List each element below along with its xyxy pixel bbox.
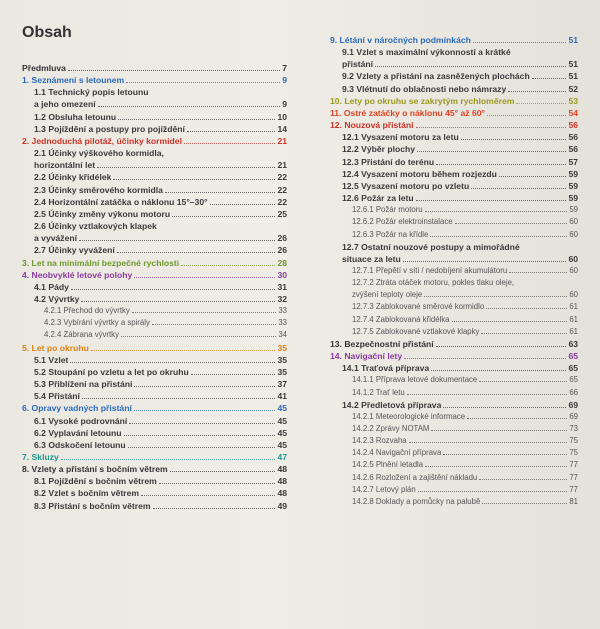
toc-entry-page: 81 — [569, 496, 578, 506]
toc-leader-dots — [81, 301, 275, 302]
toc-entry — [22, 317, 287, 329]
toc-entry — [330, 143, 578, 155]
toc-leader-dots — [91, 350, 276, 351]
toc-leader-dots — [481, 333, 567, 334]
toc-entry — [330, 204, 578, 216]
toc-entry-title: 14.2.2 Zprávy NOTAM — [352, 424, 430, 433]
toc-entry — [330, 301, 578, 313]
toc-entry-page: 37 — [277, 379, 287, 390]
toc-entry-title: 2.4 Horizontální zatáčka o náklonu 15°–30° — [34, 196, 208, 207]
toc-leader-dots — [443, 454, 567, 455]
toc-entry — [22, 232, 287, 244]
toc-entry — [330, 253, 578, 265]
toc-entry — [22, 451, 287, 463]
toc-entry — [22, 500, 287, 512]
toc-entry-page: 10 — [277, 111, 287, 122]
toc-entry-page: 14 — [277, 123, 287, 134]
toc-leader-dots — [516, 103, 566, 104]
toc-entry-page: 22 — [277, 172, 287, 183]
toc-entry — [330, 34, 578, 46]
toc-leader-dots — [71, 289, 276, 290]
toc-entry — [330, 58, 578, 70]
toc-entry-page: 59 — [569, 205, 578, 215]
toc-entry-title: 12.6.2 Požár elektroinstalace — [352, 217, 453, 227]
toc-entry-title: 12.7.3 Zablokované směrové kormidlo — [352, 302, 485, 312]
toc-entry-title: 4.2.1 Přechod do vývrtky — [44, 306, 130, 316]
toc-leader-dots — [424, 296, 567, 297]
toc-entry-title: 14.2.6 Rozložení a zajištění nákladu — [352, 472, 478, 482]
toc-entry — [22, 147, 287, 159]
toc-entry — [22, 257, 287, 269]
toc-leader-dots — [118, 119, 275, 120]
toc-entry-page: 65 — [569, 375, 578, 385]
toc-entry-page: 21 — [277, 135, 287, 146]
toc-leader-dots — [134, 410, 276, 411]
toc-entry-title: 9. Létání v náročných podmínkách — [330, 35, 471, 45]
toc-entry-title: 5. Let po okruhu — [22, 342, 89, 353]
toc-entry — [22, 184, 287, 196]
toc-entry-page: 9 — [282, 75, 287, 86]
toc-entry-page: 26 — [277, 233, 287, 244]
toc-entry — [330, 277, 578, 289]
toc-leader-dots — [159, 483, 276, 484]
toc-entry-title: 14.1.1 Příprava letové dokumentace — [352, 375, 478, 385]
toc-entry — [330, 411, 578, 423]
toc-leader-dots — [443, 407, 566, 408]
toc-entry-title: 12. Nouzová přistání — [330, 120, 414, 131]
toc-entry-title: Předmluva — [22, 63, 66, 73]
toc-entry-title: 8.2 Vzlet s bočním větrem — [34, 488, 140, 499]
toc-entry — [330, 131, 578, 143]
toc-entry — [22, 208, 287, 220]
toc-entry — [330, 229, 578, 241]
toc-entry-title: 4.2 Vývrtky — [34, 293, 80, 304]
toc-entry-page: 41 — [277, 391, 287, 402]
toc-entry — [22, 427, 287, 439]
toc-entry — [22, 487, 287, 499]
toc-entry-page: 60 — [569, 290, 578, 300]
toc-entry — [22, 220, 287, 232]
toc-entry-page: 69 — [568, 399, 578, 410]
toc-leader-dots — [165, 192, 275, 193]
toc-leader-dots — [471, 188, 566, 189]
toc-entry — [330, 216, 578, 228]
toc-leader-dots — [124, 435, 276, 436]
toc-entry-title: 12.7.2 Ztráta otáček motoru, pokles tlaku oleje, — [352, 278, 515, 288]
toc-entry-page: 75 — [569, 448, 578, 458]
toc-leader-dots — [455, 223, 568, 224]
toc-entry-page: 35 — [277, 342, 287, 353]
toc-entry — [22, 463, 287, 475]
toc-leader-dots — [134, 386, 275, 387]
toc-entry-page: 69 — [569, 411, 578, 421]
toc-entry-title: 8.3 Přistání s bočním větrem — [34, 500, 151, 511]
toc-entry — [22, 111, 287, 123]
toc-entry — [330, 387, 578, 399]
toc-entry-title: 12.6 Požár za letu — [342, 193, 414, 204]
toc-entry — [330, 484, 578, 496]
toc-leader-dots — [425, 466, 567, 467]
toc-entry — [22, 366, 287, 378]
toc-entry-page: 28 — [277, 257, 287, 268]
toc-entry — [330, 435, 578, 447]
toc-entry-page: 30 — [277, 269, 287, 280]
toc-entry-page: 7 — [282, 63, 287, 73]
toc-entry — [22, 171, 287, 183]
toc-leader-dots — [61, 459, 276, 460]
toc-leader-dots — [126, 82, 280, 83]
toc-entry-title: zvýšení teploty oleje — [352, 290, 423, 300]
toc-entry-title: 12.4 Vysazení motoru během rozjezdu — [342, 168, 497, 179]
toc-leader-dots — [121, 336, 276, 337]
toc-entry-title: 12.6.3 Požár na křídle — [352, 229, 429, 239]
toc-entry-page: 45 — [277, 403, 287, 414]
toc-entry — [22, 402, 287, 414]
toc-entry-title: 12.5 Vysazení motoru po vzletu — [342, 180, 470, 191]
toc-leader-dots — [184, 143, 275, 144]
toc-entry-page: 22 — [277, 196, 287, 207]
toc-entry — [22, 74, 287, 86]
toc-leader-dots — [97, 167, 275, 168]
toc-entry — [330, 314, 578, 326]
toc-entry-page: 60 — [569, 217, 578, 227]
toc-entry — [330, 192, 578, 204]
toc-entry-title: 4. Neobvyklé letové polohy — [22, 269, 133, 280]
toc-entry-title: 9.3 Vlétnutí do oblačnosti nebo námrazy — [342, 83, 507, 94]
toc-leader-dots — [82, 398, 276, 399]
toc-entry — [330, 119, 578, 131]
toc-entry — [330, 168, 578, 180]
toc-entry-page: 35 — [277, 354, 287, 365]
toc-entry-title: 2.6 Účinky vztlakových klapek — [34, 221, 157, 232]
toc-entry-title: 5.2 Stoupání po vzletu a let po okruhu — [34, 366, 189, 377]
toc-leader-dots — [152, 324, 276, 325]
toc-entry-page: 48 — [277, 464, 287, 475]
toc-entry — [22, 390, 287, 402]
toc-entry-title: 12.3 Přistání do terénu — [342, 156, 435, 167]
toc-entry-title: 14.1 Traťová příprava — [342, 363, 430, 374]
toc-entry — [330, 472, 578, 484]
toc-entry-title: 1.1 Technický popis letounu — [34, 87, 149, 98]
toc-leader-dots — [487, 115, 566, 116]
toc-leader-dots — [409, 442, 568, 443]
toc-entry-title: 14. Navigační lety — [330, 351, 403, 362]
toc-leader-dots — [479, 479, 567, 480]
toc-entry-page: 47 — [277, 452, 287, 462]
toc-entry-page: 48 — [277, 476, 287, 487]
toc-leader-dots — [404, 358, 566, 359]
toc-entry-page: 45 — [277, 427, 287, 438]
toc-leader-dots — [187, 131, 276, 132]
toc-entry-title: 1. Seznámení s letounem — [22, 75, 125, 86]
toc-leader-dots — [431, 370, 566, 371]
toc-entry — [22, 329, 287, 341]
toc-entry-title: 4.2.4 Zábrana vývrtky — [44, 330, 119, 340]
toc-entry — [330, 350, 578, 362]
toc-entry — [22, 159, 287, 171]
toc-entry-page: 48 — [277, 488, 287, 499]
toc-left-column — [22, 62, 287, 512]
toc-entry-page: 56 — [568, 144, 578, 155]
toc-entry — [22, 135, 287, 147]
toc-entry-page: 31 — [277, 281, 287, 292]
toc-entry-page: 25 — [277, 208, 287, 219]
toc-entry — [330, 46, 578, 58]
toc-leader-dots — [407, 394, 568, 395]
toc-entry-page: 9 — [282, 99, 287, 110]
toc-entry-title: 3. Let na minimální bezpečné rychlosti — [22, 257, 180, 268]
toc-leader-dots — [418, 491, 568, 492]
toc-entry-page: 22 — [277, 184, 287, 195]
toc-entry-page: 45 — [277, 415, 287, 426]
toc-leader-dots — [68, 70, 280, 71]
toc-entry-page: 60 — [569, 229, 578, 239]
toc-entry-title: 7. Skluzy — [22, 452, 59, 462]
toc-entry-page: 77 — [569, 460, 578, 470]
toc-entry — [22, 269, 287, 281]
toc-entry-page: 65 — [568, 363, 578, 374]
toc-entry-page: 60 — [568, 253, 578, 264]
toc-entry — [22, 293, 287, 305]
toc-leader-dots — [172, 216, 275, 217]
toc-entry-title: 9.1 Vzlet s maximální výkonností a krátké — [342, 47, 511, 58]
toc-entry-title: 9.2 Vzlety a přistání na zasněžených plochách — [342, 71, 530, 82]
toc-leader-dots — [416, 127, 567, 128]
toc-leader-dots — [508, 91, 566, 92]
toc-entry-title: 12.7 Ostatní nouzové postupy a mimořádné — [342, 241, 520, 252]
toc-entry-page: 61 — [569, 302, 578, 312]
toc-entry-title: 6.1 Vysoké podrovnání — [34, 415, 128, 426]
toc-entry — [330, 241, 578, 253]
toc-entry — [330, 362, 578, 374]
toc-entry-title: situace za letu — [342, 253, 401, 264]
toc-leader-dots — [436, 346, 567, 347]
toc-entry — [330, 423, 578, 435]
toc-leader-dots — [416, 200, 567, 201]
toc-entry-page: 63 — [568, 338, 578, 349]
toc-leader-dots — [181, 265, 275, 266]
toc-entry — [22, 439, 287, 451]
toc-leader-dots — [509, 272, 567, 273]
toc-entry — [330, 326, 578, 338]
toc-entry-page: 51 — [568, 71, 578, 82]
toc-entry-page: 61 — [569, 326, 578, 336]
toc-entry — [330, 83, 578, 95]
toc-entry-page: 73 — [569, 424, 578, 433]
toc-entry-title: horizontální let — [34, 160, 96, 171]
toc-entry-page: 65 — [568, 351, 578, 362]
toc-entry-title: 6.3 Odskočení letounu — [34, 439, 126, 450]
toc-entry-page: 51 — [568, 35, 578, 45]
toc-leader-dots — [461, 139, 567, 140]
toc-entry — [330, 156, 578, 168]
toc-entry-page: 56 — [568, 120, 578, 131]
toc-entry-page: 35 — [277, 366, 287, 377]
toc-entry-title: 2.3 Účinky směrového kormidla — [34, 184, 163, 195]
toc-entry — [330, 95, 578, 107]
toc-entry-title: 14.2.5 Plnění letadla — [352, 460, 424, 470]
toc-entry — [330, 399, 578, 411]
toc-entry-page: 56 — [568, 132, 578, 143]
toc-leader-dots — [98, 106, 281, 107]
toc-entry-page: 52 — [568, 83, 578, 94]
toc-entry — [22, 305, 287, 317]
toc-entry-title: 13. Bezpečnostní přistání — [330, 338, 434, 349]
toc-entry-title: a jeho omezení — [34, 99, 96, 110]
toc-entry — [22, 86, 287, 98]
toc-entry-title: 12.7.5 Zablokované vztlakové klapky — [352, 326, 480, 336]
toc-leader-dots — [153, 508, 276, 509]
toc-entry-page: 33 — [278, 318, 287, 328]
toc-leader-dots — [431, 430, 567, 431]
toc-entry-title: 5.3 Přiblížení na přistání — [34, 379, 133, 390]
toc-entry-title: 2. Jednoduchá pilotáž, účinky kormidel — [22, 135, 182, 146]
toc-leader-dots — [425, 211, 568, 212]
toc-entry — [22, 342, 287, 354]
toc-entry-title: 2.7 Účinky vyvážení — [34, 245, 115, 256]
toc-entry-page: 57 — [568, 156, 578, 167]
toc-entry-page: 21 — [277, 160, 287, 171]
toc-entry-page: 51 — [568, 59, 578, 70]
toc-entry-title: 12.2 Výběr plochy — [342, 144, 416, 155]
toc-entry — [330, 338, 578, 350]
toc-entry-page: 49 — [277, 500, 287, 511]
toc-entry-title: 2.2 Účinky křidélek — [34, 172, 112, 183]
toc-leader-dots — [113, 179, 275, 180]
toc-leader-dots — [430, 236, 567, 237]
page-title: Obsah — [22, 24, 72, 41]
toc-leader-dots — [486, 308, 567, 309]
toc-entry — [330, 107, 578, 119]
toc-entry-title: přistání — [342, 59, 374, 70]
toc-right-column — [330, 34, 578, 508]
toc-leader-dots — [129, 423, 275, 424]
toc-entry-page: 59 — [568, 193, 578, 204]
toc-leader-dots — [479, 381, 567, 382]
toc-entry-page: 60 — [569, 265, 578, 275]
toc-entry-title: 14.1.2 Trať letu — [352, 387, 405, 397]
toc-entry-title: a vyvážení — [34, 233, 77, 244]
toc-entry-page: 59 — [568, 180, 578, 191]
toc-entry — [330, 459, 578, 471]
toc-entry-title: 2.1 Účinky výškového kormidla, — [34, 148, 164, 159]
toc-entry-title: 12.6.1 Požár motoru — [352, 205, 423, 215]
toc-entry-page: 32 — [277, 293, 287, 304]
toc-entry-title: 14.2.3 Rozvaha — [352, 436, 407, 446]
toc-leader-dots — [132, 312, 277, 313]
toc-entry-title: 12.7.1 Přepětí v síti / nedobíjení akumulátoru — [352, 265, 508, 275]
toc-entry — [330, 265, 578, 277]
toc-entry — [22, 475, 287, 487]
toc-entry-page: 77 — [569, 484, 578, 494]
toc-entry-title: 10. Lety po okruhu se zakrytým rychloměrem — [330, 95, 515, 106]
toc-entry — [22, 354, 287, 366]
toc-entry-page: 54 — [568, 107, 578, 118]
toc-leader-dots — [191, 374, 276, 375]
toc-leader-dots — [452, 321, 568, 322]
toc-leader-dots — [467, 418, 567, 419]
toc-leader-dots — [417, 151, 566, 152]
toc-entry-page: 59 — [568, 168, 578, 179]
toc-leader-dots — [403, 261, 567, 262]
toc-leader-dots — [210, 204, 276, 205]
toc-leader-dots — [499, 176, 567, 177]
toc-entry-title: 1.2 Obsluha letounu — [34, 111, 117, 122]
toc-entry — [22, 244, 287, 256]
toc-entry-page: 61 — [569, 314, 578, 324]
toc-entry — [22, 62, 287, 74]
toc-entry-title: 1.3 Pojíždění a postupy pro pojíždění — [34, 123, 185, 134]
toc-entry-title: 12.7.4 Zablokovaná křidélka — [352, 314, 450, 324]
toc-entry-title: 4.2.3 Vybírání vývrtky a spirály — [44, 318, 150, 328]
toc-leader-dots — [170, 471, 276, 472]
toc-entry-title: 6.2 Vyplavání letounu — [34, 427, 122, 438]
toc-leader-dots — [70, 362, 275, 363]
toc-entry — [330, 289, 578, 301]
toc-leader-dots — [79, 240, 275, 241]
toc-leader-dots — [141, 495, 275, 496]
toc-entry-page: 33 — [278, 306, 287, 316]
toc-entry — [330, 180, 578, 192]
toc-entry-page: 66 — [569, 387, 578, 397]
toc-leader-dots — [117, 252, 276, 253]
toc-leader-dots — [436, 164, 566, 165]
toc-entry-title: 14.2.4 Navigační příprava — [352, 448, 442, 458]
toc-entry — [330, 374, 578, 386]
toc-entry-title: 14.2.7 Letový plán — [352, 484, 416, 494]
toc-entry-title: 5.4 Přistání — [34, 391, 80, 402]
toc-entry-title: 5.1 Vzlet — [34, 354, 69, 365]
toc-entry-title: 14.2.8 Doklady a pomůcky na palubě — [352, 496, 481, 506]
toc-entry — [330, 447, 578, 459]
toc-entry — [22, 98, 287, 110]
toc-entry — [22, 378, 287, 390]
toc-entry-page: 34 — [278, 330, 287, 340]
toc-leader-dots — [532, 78, 567, 79]
toc-entry-page: 45 — [277, 439, 287, 450]
toc-entry — [22, 123, 287, 135]
toc-entry-title: 8.1 Pojíždění s bočním větrem — [34, 476, 157, 487]
toc-entry — [330, 496, 578, 508]
toc-entry-title: 12.1 Vysazení motoru za letu — [342, 132, 459, 143]
toc-leader-dots — [473, 42, 567, 43]
toc-entry — [22, 196, 287, 208]
toc-leader-dots — [482, 503, 567, 504]
toc-entry — [330, 70, 578, 82]
toc-leader-dots — [375, 66, 566, 67]
toc-entry-page: 53 — [568, 95, 578, 106]
toc-leader-dots — [134, 277, 275, 278]
toc-entry-title: 6. Opravy vadných přistání — [22, 403, 132, 414]
toc-entry-page: 77 — [569, 472, 578, 482]
toc-entry-title: 4.1 Pády — [34, 281, 69, 292]
toc-entry-page: 75 — [569, 436, 578, 446]
toc-entry — [22, 281, 287, 293]
toc-entry-title: 8. Vzlety a přistání s bočním větrem — [22, 464, 168, 475]
toc-entry-title: 2.5 Účinky změny výkonu motoru — [34, 208, 171, 219]
toc-entry-title: 14.2.1 Meteorologické informace — [352, 411, 466, 421]
toc-entry-title: 11. Ostré zatáčky o náklonu 45° až 60° — [330, 107, 485, 118]
toc-entry-title: 14.2 Předletová příprava — [342, 399, 442, 410]
toc-entry-page: 26 — [277, 245, 287, 256]
toc-entry — [22, 415, 287, 427]
toc-leader-dots — [128, 447, 276, 448]
